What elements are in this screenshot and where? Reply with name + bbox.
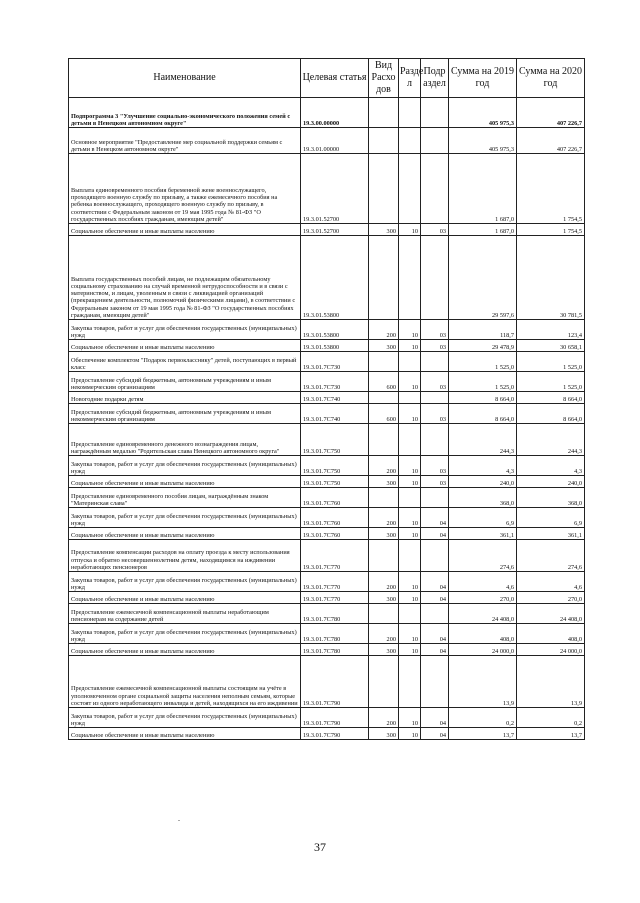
row-sum-2019: 24 000,0 (449, 644, 517, 656)
row-exp-type (369, 154, 399, 224)
row-sum-2020: 8 664,0 (517, 392, 585, 404)
table-row (69, 528, 585, 540)
row-sum-2020: 8 664,0 (517, 404, 585, 424)
header-subsection: Подр аздел (421, 59, 449, 98)
row-code: 19.3.01.52700 (301, 154, 369, 224)
row-sum-2020: 274,6 (517, 540, 585, 572)
row-sum-2020: 30 781,5 (517, 236, 585, 320)
table-row (69, 154, 585, 224)
row-name: Подпрограмма 3 "Улучшение социально-экономического положения семей с детьми в Ненецком автономном округе" (69, 98, 301, 128)
row-subsection: 03 (421, 476, 449, 488)
row-exp-type: 200 (369, 456, 399, 476)
row-section: 10 (399, 644, 421, 656)
row-code: 19.3.01.7С770 (301, 540, 369, 572)
row-sum-2020: 407 226,7 (517, 98, 585, 128)
row-code: 19.3.01.53800 (301, 236, 369, 320)
row-subsection: 03 (421, 320, 449, 340)
row-exp-type: 200 (369, 624, 399, 644)
row-sum-2020: 24 000,0 (517, 644, 585, 656)
row-code: 19.3.01.53800 (301, 320, 369, 340)
row-sum-2020: 361,1 (517, 528, 585, 540)
table-row (69, 644, 585, 656)
row-sum-2020: 368,0 (517, 488, 585, 508)
row-exp-type: 300 (369, 476, 399, 488)
row-sum-2019: 29 478,9 (449, 340, 517, 352)
row-section (399, 392, 421, 404)
row-subsection (421, 392, 449, 404)
row-name: Предоставление единовременного денежного вознаграждения лицам, награждённым медалью "Родительская слава Ненецкого автономного округа" (69, 424, 301, 456)
table-row (69, 488, 585, 508)
row-name: Социальное обеспечение и иные выплаты населению (69, 476, 301, 488)
row-subsection (421, 236, 449, 320)
row-code: 19.3.01.00000 (301, 128, 369, 154)
row-code: 19.3.01.7С760 (301, 508, 369, 528)
row-exp-type (369, 128, 399, 154)
row-sum-2019: 6,9 (449, 508, 517, 528)
row-sum-2019: 270,0 (449, 592, 517, 604)
row-section: 10 (399, 708, 421, 728)
row-name: Предоставление субсидий бюджетным, автономным учреждениям и иным некоммерческим организациям (69, 404, 301, 424)
row-exp-type: 200 (369, 320, 399, 340)
table-row (69, 236, 585, 320)
row-exp-type (369, 352, 399, 372)
row-code: 19.3.01.7С750 (301, 424, 369, 456)
table-row (69, 572, 585, 592)
row-section: 10 (399, 476, 421, 488)
row-sum-2019: 405 975,3 (449, 128, 517, 154)
row-subsection: 04 (421, 508, 449, 528)
row-sum-2019: 274,6 (449, 540, 517, 572)
row-sum-2019: 13,9 (449, 656, 517, 708)
row-code: 19.3.01.52700 (301, 224, 369, 236)
row-exp-type: 200 (369, 572, 399, 592)
table-row (69, 656, 585, 708)
header-sum-2020: Сумма на 2020 год (517, 59, 585, 98)
row-exp-type (369, 98, 399, 128)
row-exp-type: 300 (369, 644, 399, 656)
row-exp-type: 300 (369, 728, 399, 740)
row-section (399, 352, 421, 372)
table-row (69, 476, 585, 488)
row-name: Закупка товаров, работ и услуг для обеспечения государственных (муниципальных) нужд (69, 456, 301, 476)
row-name: Закупка товаров, работ и услуг для обеспечения государственных (муниципальных) нужд (69, 624, 301, 644)
row-sum-2020: 13,9 (517, 656, 585, 708)
header-name: Наименование (69, 59, 301, 98)
row-subsection: 03 (421, 372, 449, 392)
table-row (69, 592, 585, 604)
scan-mark (178, 820, 180, 821)
row-code: 19.3.01.7С740 (301, 404, 369, 424)
row-exp-type (369, 392, 399, 404)
row-name: Предоставление субсидий бюджетным, автономным учреждениям и иным некоммерческим организациям (69, 372, 301, 392)
row-section: 10 (399, 572, 421, 592)
row-sum-2020: 1 754,5 (517, 224, 585, 236)
row-name: Социальное обеспечение и иные выплаты населению (69, 340, 301, 352)
row-section: 10 (399, 528, 421, 540)
row-section: 10 (399, 728, 421, 740)
row-exp-type (369, 604, 399, 624)
row-subsection: 04 (421, 708, 449, 728)
row-sum-2019: 24 408,0 (449, 604, 517, 624)
row-section (399, 98, 421, 128)
row-section: 10 (399, 456, 421, 476)
row-exp-type: 300 (369, 528, 399, 540)
table-row (69, 456, 585, 476)
table-row (69, 728, 585, 740)
header-row (69, 59, 585, 98)
row-sum-2019: 405 975,3 (449, 98, 517, 128)
row-subsection: 03 (421, 404, 449, 424)
row-subsection (421, 98, 449, 128)
row-sum-2020: 4,3 (517, 456, 585, 476)
row-name: Основное мероприятие "Предоставление мер социальной поддержки семьям с детьми в Ненецком автономном округе" (69, 128, 301, 154)
row-sum-2019: 408,0 (449, 624, 517, 644)
table-row (69, 604, 585, 624)
row-subsection (421, 352, 449, 372)
row-sum-2020: 123,4 (517, 320, 585, 340)
row-section (399, 236, 421, 320)
table-row (69, 624, 585, 644)
table-row (69, 372, 585, 392)
row-subsection: 04 (421, 572, 449, 592)
row-code: 19.3.01.53800 (301, 340, 369, 352)
row-subsection (421, 488, 449, 508)
row-subsection: 04 (421, 624, 449, 644)
row-sum-2020: 407 226,7 (517, 128, 585, 154)
header-section: Разде л (399, 59, 421, 98)
header-exp-type: Вид Расхо дов (369, 59, 399, 98)
row-sum-2020: 13,7 (517, 728, 585, 740)
row-sum-2019: 4,3 (449, 456, 517, 476)
row-code: 19.3.01.7С790 (301, 728, 369, 740)
row-sum-2019: 1 525,0 (449, 352, 517, 372)
row-name: Выплата государственных пособий лицам, не подлежащим обязательному социальному страхованию на случай временной нетрудоспособности и в связи с материнством, и лицам, уволенным в связи с ликвидацией организаций (прекращением деятельности, полномочий физическими лицами), в соответствии с Федеральным законом от 19 мая 1995 года № 81-ФЗ "О государственных пособиях гражданам, имеющим детей" (69, 236, 301, 320)
row-subsection: 03 (421, 456, 449, 476)
row-code: 19.3.01.7С750 (301, 456, 369, 476)
row-sum-2020: 1 525,0 (517, 352, 585, 372)
row-code: 19.3.01.7С770 (301, 572, 369, 592)
row-name: Социальное обеспечение и иные выплаты населению (69, 644, 301, 656)
header-sum-2019: Сумма на 2019 год (449, 59, 517, 98)
row-name: Социальное обеспечение и иные выплаты населению (69, 224, 301, 236)
table-row (69, 540, 585, 572)
row-name: Закупка товаров, работ и услуг для обеспечения государственных (муниципальных) нужд (69, 508, 301, 528)
row-sum-2019: 240,0 (449, 476, 517, 488)
row-exp-type: 200 (369, 708, 399, 728)
row-sum-2020: 244,3 (517, 424, 585, 456)
row-name: Закупка товаров, работ и услуг для обеспечения государственных (муниципальных) нужд (69, 320, 301, 340)
row-exp-type: 600 (369, 372, 399, 392)
row-name: Закупка товаров, работ и услуг для обеспечения государственных (муниципальных) нужд (69, 572, 301, 592)
row-sum-2019: 29 597,6 (449, 236, 517, 320)
table-row (69, 224, 585, 236)
row-section: 10 (399, 624, 421, 644)
row-subsection: 04 (421, 528, 449, 540)
row-sum-2019: 118,7 (449, 320, 517, 340)
row-exp-type: 600 (369, 404, 399, 424)
row-sum-2019: 0,2 (449, 708, 517, 728)
row-name: Социальное обеспечение и иные выплаты населению (69, 528, 301, 540)
row-code: 19.3.01.7С790 (301, 656, 369, 708)
table-body (69, 98, 585, 740)
row-sum-2019: 4,6 (449, 572, 517, 592)
row-name: Предоставление компенсации расходов на оплату проезда к месту использования отпуска и обратно несовершеннолетним детям, находящимся на иждивении неработающих пенсионеров (69, 540, 301, 572)
table-row (69, 128, 585, 154)
row-section: 10 (399, 224, 421, 236)
row-subsection: 03 (421, 340, 449, 352)
row-name: Обеспечение комплектом "Подарок первокласснику" детей, поступающих в первый класс (69, 352, 301, 372)
row-sum-2019: 8 664,0 (449, 404, 517, 424)
table-row (69, 424, 585, 456)
row-exp-type (369, 656, 399, 708)
row-section (399, 128, 421, 154)
row-sum-2019: 1 687,0 (449, 154, 517, 224)
row-name: Предоставление ежемесячной компенсационной выплаты неработающим пенсионерам на содержание детей (69, 604, 301, 624)
row-code: 19.3.01.7С760 (301, 488, 369, 508)
row-section (399, 488, 421, 508)
row-subsection (421, 656, 449, 708)
row-sum-2020: 1 525,0 (517, 372, 585, 392)
row-code: 19.3.01.7С740 (301, 392, 369, 404)
row-name: Новогодние подарки детям (69, 392, 301, 404)
row-sum-2020: 30 658,1 (517, 340, 585, 352)
row-section: 10 (399, 404, 421, 424)
row-sum-2019: 368,0 (449, 488, 517, 508)
row-subsection (421, 604, 449, 624)
row-sum-2019: 8 664,0 (449, 392, 517, 404)
row-sum-2019: 1 687,0 (449, 224, 517, 236)
row-section (399, 540, 421, 572)
row-subsection (421, 424, 449, 456)
budget-table (68, 58, 585, 740)
table-row (69, 404, 585, 424)
row-subsection (421, 154, 449, 224)
row-exp-type: 300 (369, 340, 399, 352)
row-sum-2019: 244,3 (449, 424, 517, 456)
table-row (69, 508, 585, 528)
row-code: 19.3.01.7С750 (301, 476, 369, 488)
row-code: 19.3.01.7С770 (301, 592, 369, 604)
row-exp-type (369, 488, 399, 508)
table-row (69, 98, 585, 128)
row-section (399, 656, 421, 708)
row-name: Социальное обеспечение и иные выплаты населению (69, 592, 301, 604)
table-row (69, 708, 585, 728)
row-exp-type: 300 (369, 224, 399, 236)
row-subsection (421, 540, 449, 572)
row-name: Предоставление единовременного пособия лицам, награждённым знаком "Материнская слава" (69, 488, 301, 508)
row-name: Закупка товаров, работ и услуг для обеспечения государственных (муниципальных) нужд (69, 708, 301, 728)
row-code: 19.3.01.7С780 (301, 604, 369, 624)
row-sum-2020: 270,0 (517, 592, 585, 604)
row-subsection: 04 (421, 644, 449, 656)
page-number: 37 (314, 840, 326, 854)
row-subsection: 04 (421, 592, 449, 604)
row-exp-type: 200 (369, 508, 399, 528)
row-section (399, 154, 421, 224)
row-name: Социальное обеспечение и иные выплаты населению (69, 728, 301, 740)
row-section: 10 (399, 592, 421, 604)
row-code: 19.3.01.7С780 (301, 644, 369, 656)
row-sum-2020: 240,0 (517, 476, 585, 488)
row-subsection: 04 (421, 728, 449, 740)
row-sum-2020: 6,9 (517, 508, 585, 528)
row-code: 19.3.01.7С730 (301, 352, 369, 372)
header-target: Целевая статья (301, 59, 369, 98)
row-code: 19.3.00.00000 (301, 98, 369, 128)
row-subsection: 03 (421, 224, 449, 236)
row-sum-2019: 361,1 (449, 528, 517, 540)
row-exp-type (369, 540, 399, 572)
row-sum-2019: 13,7 (449, 728, 517, 740)
row-sum-2019: 1 525,0 (449, 372, 517, 392)
row-exp-type (369, 424, 399, 456)
table-row (69, 392, 585, 404)
row-section: 10 (399, 508, 421, 528)
table-row (69, 320, 585, 340)
row-sum-2020: 1 754,5 (517, 154, 585, 224)
row-name: Предоставление ежемесячной компенсационной выплаты состоящим на учёте в уполномоченном органе социальной защиты населения неполным семьям, которые состоят из одного неработающего инвалида и детей, находящихся на его иждивении (69, 656, 301, 708)
row-exp-type: 300 (369, 592, 399, 604)
row-exp-type (369, 236, 399, 320)
row-section: 10 (399, 320, 421, 340)
row-sum-2020: 4,6 (517, 572, 585, 592)
row-subsection (421, 128, 449, 154)
row-code: 19.3.01.7С790 (301, 708, 369, 728)
row-sum-2020: 408,0 (517, 624, 585, 644)
row-section: 10 (399, 372, 421, 392)
table-row (69, 352, 585, 372)
row-code: 19.3.01.7С760 (301, 528, 369, 540)
row-code: 19.3.01.7С780 (301, 624, 369, 644)
row-name: Выплата единовременного пособия беременной жене военнослужащего, проходящего военную службу по призыву, а также ежемесячного пособия на ребенка военнослужащего, проходящего военную службу по призыву, в соответствии с Федеральным законом от 19 мая 1995 года № 81-ФЗ "О государственных пособиях гражданам, имеющим детей" (69, 154, 301, 224)
row-sum-2020: 24 408,0 (517, 604, 585, 624)
row-section: 10 (399, 340, 421, 352)
row-section (399, 424, 421, 456)
row-sum-2020: 0,2 (517, 708, 585, 728)
row-code: 19.3.01.7С730 (301, 372, 369, 392)
table-row (69, 340, 585, 352)
row-section (399, 604, 421, 624)
